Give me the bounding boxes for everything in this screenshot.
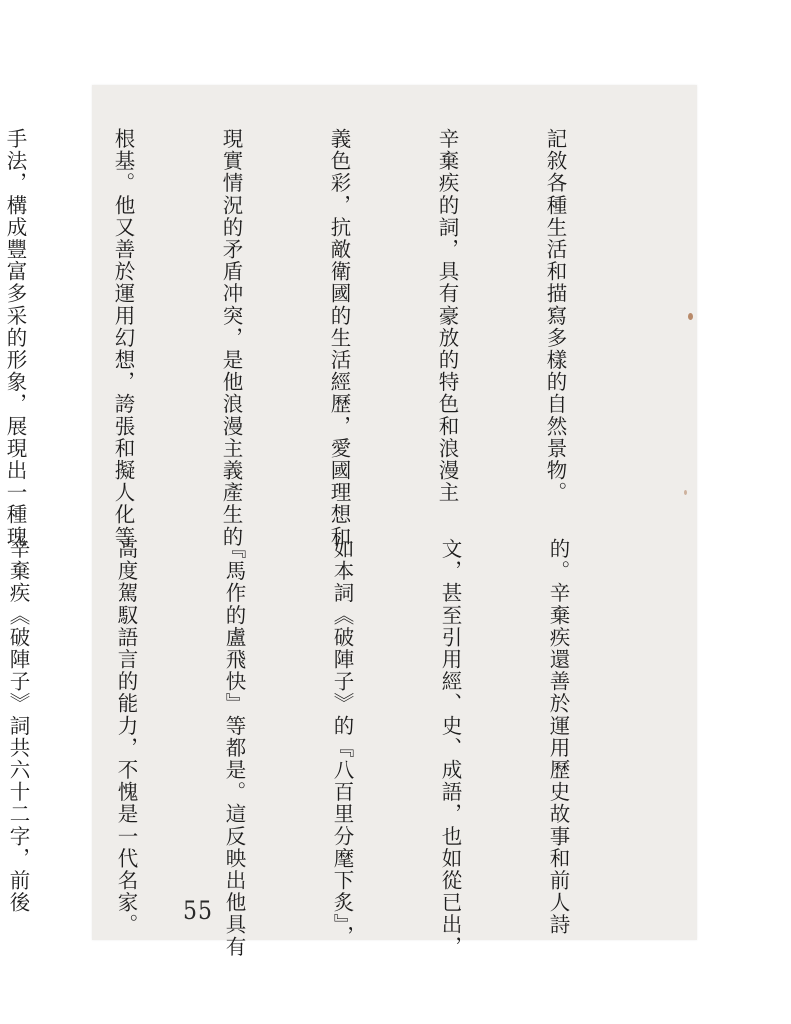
- text-column: 文，甚至引用經、史、成語，也如從已出，: [438, 538, 462, 958]
- text-column: 義色彩，抗敵衛國的生活經歷，愛國理想和: [327, 128, 351, 548]
- text-column: 高度駕馭語言的能力，不愧是一代名家。: [114, 538, 138, 936]
- text-column: 手法，構成豐富多采的形象，展現出一種瑰: [3, 128, 27, 548]
- upper-text-block: [3, 128, 645, 548]
- paper-stain: [688, 313, 693, 320]
- paper-stain: [684, 490, 687, 495]
- text-column: 現實情況的矛盾冲突，是他浪漫主義產生的: [219, 128, 243, 548]
- text-column: 記敘各種生活和描寫多樣的自然景物。: [543, 128, 567, 504]
- text-column: 辛棄疾《破陣子》詞共六十二字，前後: [6, 538, 30, 914]
- text-column: 的。辛棄疾還善於運用歷史故事和前人詩: [546, 538, 570, 936]
- text-column: 『馬作的盧飛快』等都是。這反映出他具有: [222, 538, 246, 958]
- text-column: 根基。他又善於運用幻想，誇張和擬人化等: [111, 128, 135, 548]
- text-column: 辛棄疾的詞，具有豪放的特色和浪漫主: [435, 128, 459, 504]
- text-column: 如本詞《破陣子》的『八百里分麾下炙』，: [330, 538, 354, 948]
- page-number: 55: [183, 897, 213, 926]
